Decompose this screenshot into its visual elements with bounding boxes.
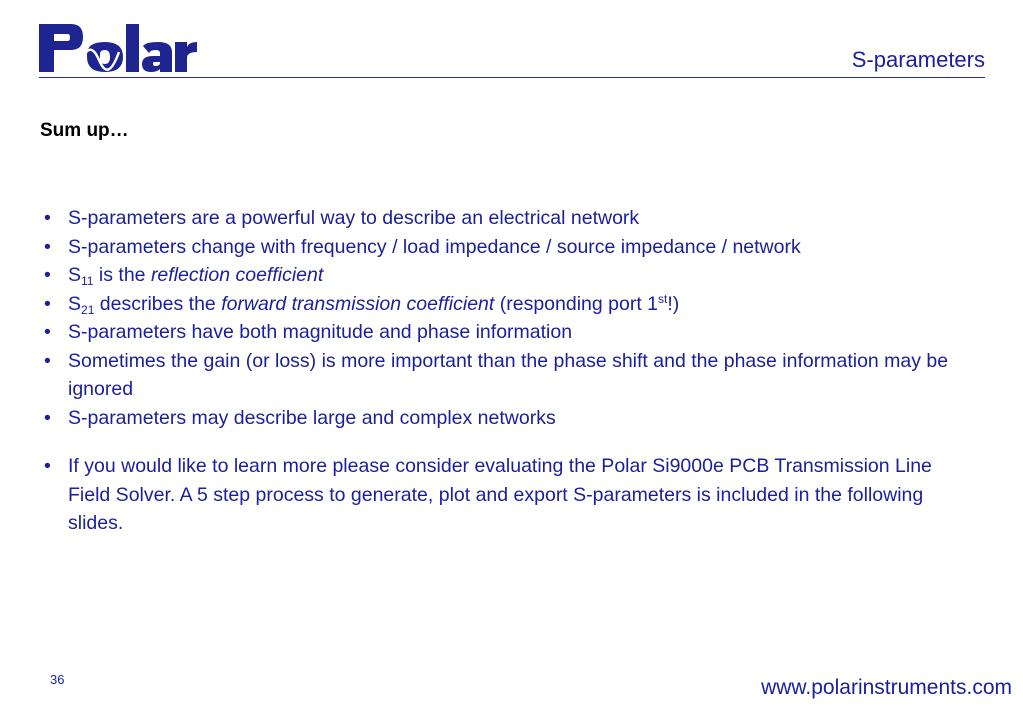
emphasis-text: reflection coefficient	[150, 264, 324, 286]
bullet-text: describes the	[94, 292, 222, 315]
bullet-dot: •	[44, 406, 51, 429]
ordinal-superscript: st	[658, 291, 668, 306]
s21-symbol: S	[68, 292, 82, 315]
bullet-dot: •	[44, 349, 51, 372]
bullet-dot: •	[44, 292, 51, 315]
bullet-text: !)	[667, 292, 680, 315]
bullet-list	[44, 204, 974, 538]
bullet-item	[44, 204, 974, 233]
bullet-item	[44, 233, 974, 262]
bullet-text: is the	[93, 264, 151, 286]
emphasis-text: forward transmission coefficient	[221, 292, 495, 315]
bullet-item	[44, 404, 974, 433]
bullet-item	[44, 452, 974, 538]
footer-website-link[interactable]: www.polarinstruments.com	[761, 676, 1012, 699]
s11-subscript: 11	[81, 274, 94, 288]
bullet-dot: •	[44, 455, 51, 477]
bullet-text: S-parameters have both magnitude and phase information	[68, 321, 573, 343]
bullet-text: S-parameters are a powerful way to describe an electrical network	[68, 207, 640, 229]
page-number: 36	[50, 672, 65, 687]
bullet-text: Sometimes the gain (or loss) is more important than the phase shift and the phase information may be ignored	[68, 349, 949, 400]
bullet-item	[44, 261, 974, 290]
bullet-dot: •	[44, 235, 51, 258]
bullet-dot: •	[44, 207, 51, 229]
polar-logo	[39, 22, 197, 74]
bullet-text: (responding port 1	[494, 292, 658, 315]
bullet-item	[44, 290, 974, 319]
bullet-dot: •	[44, 321, 51, 343]
slide-subtitle: Sum up…	[40, 120, 129, 141]
s11-symbol: S	[68, 264, 82, 286]
header-rule	[39, 77, 985, 78]
bullet-dot: •	[44, 264, 51, 286]
s21-subscript: 21	[81, 302, 95, 317]
bullet-item	[44, 318, 974, 347]
bullet-text: If you would like to learn more please consider evaluating the Polar Si9000e PCB Transmission Line Field Solver. A 5 step process to generate, plot and export S-parameters is included in the following slides.	[68, 455, 932, 534]
bullet-item	[44, 347, 974, 404]
bullet-text: S-parameters change with frequency / load impedance / source impedance / network	[68, 235, 801, 258]
slide-title: S-parameters	[851, 47, 985, 72]
bullet-text: S-parameters may describe large and complex networks	[68, 406, 556, 429]
